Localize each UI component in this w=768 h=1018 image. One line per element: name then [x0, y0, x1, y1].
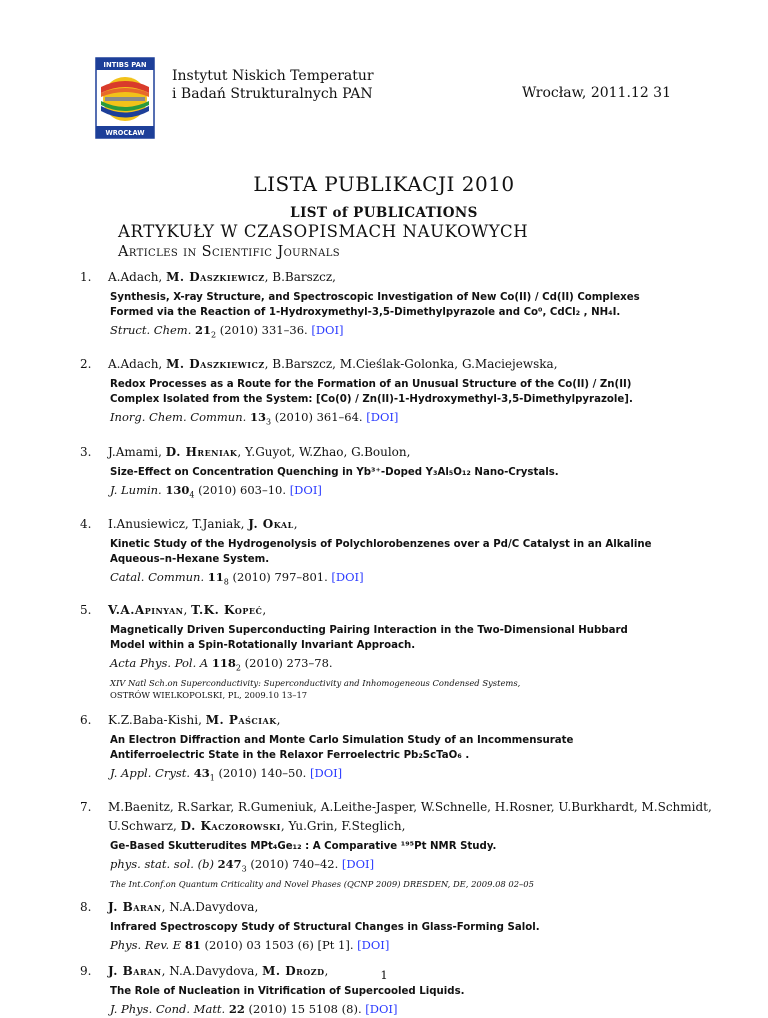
author-text: , — [183, 603, 192, 618]
publication-item — [80, 898, 690, 954]
journal-volume: 11 — [207, 569, 224, 584]
publication-title — [110, 839, 690, 854]
section-heading-english: Articles in Scientific Journals — [118, 244, 340, 260]
page-number: 1 — [380, 968, 388, 982]
journal-citation — [110, 568, 690, 591]
journal-citation — [110, 321, 690, 344]
title-line-1: Size-Effect on Concentration Quenching in Yb³⁺-Doped Y₃Al₅O₁₂ Nano-Crystals. — [110, 466, 559, 478]
title-line-2: Formed via the Reaction of 1-Hydroxymethyl-3,5-Dimethylpyrazole and Co⁰, CdCl₂ , NH₄I. — [110, 307, 621, 318]
title-line-2: Aqueous–n-Hexane System. — [110, 553, 270, 565]
doi-link[interactable]: [DOI] — [310, 766, 343, 781]
author-text: , B.Barszcz, M.Cieślak-Golonka, G.Maciejewska, — [264, 357, 558, 372]
author-line — [108, 711, 690, 730]
logo-top-text: INTIBS PAN — [103, 61, 147, 69]
page-title: LISTA PUBLIKACJI 2010 — [253, 172, 515, 196]
journal-volume: 247 — [217, 856, 242, 871]
publication-item — [80, 268, 690, 344]
title-line-2: Complex Isolated from the System: [Co(0) / Zn(II)-1-Hydroxymethyl-3,5-Dimethylpyrazole]. — [110, 394, 633, 406]
author-text: , N.A.Davydova, — [161, 964, 263, 979]
institute-name — [172, 67, 374, 103]
title-line-1: Synthesis, X-ray Structure, and Spectroscopic Investigation of New Co(II) / Cd(II) Complexes — [110, 292, 640, 303]
citation-details: (2010) 797–801. — [232, 569, 328, 584]
author-text: M.Baenitz, R.Sarkar, R.Gumeniuk, A.Leithe-Jasper, W.Schnelle, H.Rosner, U.Burkhardt, M.Schmidt, — [108, 799, 712, 814]
conference-note — [110, 677, 690, 701]
institute-line-2: i Badań Strukturalnych PAN — [172, 86, 373, 102]
institute-author: M. Paściak — [205, 713, 277, 728]
publication-number: 3. — [80, 444, 92, 459]
page-subtitle: LIST of PUBLICATIONS — [290, 205, 478, 221]
author-line — [108, 268, 690, 287]
doi-link[interactable]: [DOI] — [357, 938, 390, 953]
journal-name: Phys. Rev. E — [110, 938, 182, 953]
publication-number: 8. — [80, 900, 92, 915]
author-text: , Y.Guyot, W.Zhao, G.Boulon, — [237, 444, 411, 459]
journal-issue: 2 — [235, 663, 241, 673]
author-text: K.Z.Baba-Kishi, — [108, 713, 206, 728]
citation-details: (2010) 361–64. — [274, 410, 363, 425]
doi-link[interactable]: [DOI] — [331, 569, 364, 584]
author-text: , Yu.Grin, F.Steglich, — [280, 818, 406, 833]
conference-note-line-1: The Int.Conf.on Quantum Criticality and Novel Phases (QCNP 2009) DRESDEN, DE, 2009.08 02–05 — [110, 879, 534, 890]
journal-issue: 1 — [209, 773, 215, 783]
author-line — [108, 443, 690, 462]
journal-issue: 3 — [241, 864, 247, 874]
institute-author: J. Baran — [108, 900, 162, 915]
title-line-1: The Role of Nucleation in Vitrification of Supercooled Liquids. — [110, 986, 465, 998]
publication-number: 5. — [80, 603, 92, 618]
author-line — [108, 515, 690, 534]
author-text: A.Adach, — [108, 270, 167, 284]
journal-issue: 8 — [223, 577, 229, 587]
conference-note — [110, 878, 690, 890]
doi-link[interactable]: [DOI] — [311, 323, 344, 337]
journal-citation — [110, 764, 690, 787]
title-line-1: Kinetic Study of the Hydrogenolysis of Polychlorobenzenes over a Pd/C Catalyst in an Alkaline — [110, 538, 652, 550]
title-line-1: Magnetically Driven Superconducting Pairing Interaction in the Two-Dimensional Hubbard — [110, 625, 628, 637]
institute-author: J. Baran — [108, 964, 162, 979]
author-text: , — [293, 516, 298, 531]
author-text: U.Schwarz, — [108, 818, 181, 833]
publication-title — [110, 537, 690, 567]
institute-author: M. Drozd — [262, 964, 325, 979]
publication-title — [110, 920, 690, 935]
institute-author: V.A.Apinyan — [108, 603, 184, 618]
journal-name: Struct. Chem. — [110, 323, 192, 337]
journal-citation — [110, 1000, 690, 1018]
institute-author: D. Kaczorowski — [180, 818, 281, 833]
publication-number: 9. — [80, 964, 92, 979]
citation-details: (2010) 15 5108 (8). — [248, 1002, 362, 1017]
author-text: A.Adach, — [108, 357, 167, 372]
institute-author: T.K. Kopeć — [191, 603, 263, 618]
logo-bottom-text: WROCŁAW — [105, 129, 145, 137]
journal-volume: 43 — [193, 766, 210, 781]
publication-number: 7. — [80, 799, 92, 814]
title-line-2: Model within a Spin-Rotationally Invariant Approach. — [110, 640, 416, 652]
publication-item — [80, 515, 690, 591]
publication-title — [110, 623, 690, 653]
author-line — [108, 798, 712, 817]
publication-number: 6. — [80, 713, 92, 728]
author-line — [108, 817, 690, 836]
journal-issue: 4 — [189, 489, 195, 499]
title-line-2: Antiferroelectric State in the Relaxor Ferroelectric Pb₂ScTaO₆ . — [110, 750, 470, 762]
citation-details: (2010) 603–10. — [198, 482, 287, 497]
author-text: , — [262, 603, 267, 618]
publication-item — [80, 711, 690, 787]
journal-name: J. Phys. Cond. Matt. — [110, 1002, 226, 1017]
conference-note-line-2: OSTRÓW WIELKOPOLSKI, PL, 2009.10 13–17 — [110, 690, 308, 701]
institute-line-1: Instytut Niskich Temperatur — [172, 68, 374, 84]
publication-item — [80, 355, 690, 431]
author-line — [108, 355, 690, 374]
journal-citation — [110, 855, 690, 878]
author-text: , N.A.Davydova, — [161, 900, 259, 915]
journal-name: phys. stat. sol. (b) — [110, 856, 214, 871]
citation-details: (2010) 273–78. — [244, 656, 333, 671]
publication-number: 1. — [80, 270, 92, 284]
doi-link[interactable]: [DOI] — [341, 856, 375, 871]
citation-details: (2010) 140–50. — [218, 766, 307, 781]
author-text: J.Amami, — [108, 444, 166, 459]
institute-author: J. Okal — [248, 516, 294, 531]
publication-title — [110, 377, 690, 407]
journal-volume: 118 — [211, 656, 236, 671]
journal-volume: 21 — [195, 323, 212, 337]
publication-number: 2. — [80, 357, 92, 372]
author-text: , — [324, 964, 329, 979]
intibs-logo — [95, 57, 155, 139]
publication-item — [80, 443, 690, 504]
journal-volume: 81 — [184, 938, 201, 953]
author-line — [108, 601, 690, 620]
journal-name: Catal. Commun. — [110, 569, 205, 584]
publication-list — [80, 268, 712, 1018]
journal-issue: 3 — [265, 417, 272, 427]
conference-note-line-1: XIV Natl Sch.on Superconductivity: Superconductivity and Inhomogeneous Condensed Systems, — [110, 678, 521, 689]
citation-details: (2010) 331–36. — [219, 323, 308, 337]
journal-name: J. Appl. Cryst. — [110, 766, 191, 781]
publication-title — [110, 733, 690, 763]
doi-link[interactable]: [DOI] — [366, 410, 399, 425]
author-text: , — [276, 713, 281, 728]
title-line-1: Redox Processes as a Route for the Formation of an Unusual Structure of the Co(II) / Zn(II) — [110, 379, 632, 391]
publication-item — [80, 601, 690, 701]
institute-author: M. Daszkiewicz — [166, 357, 265, 372]
title-line-1: Infrared Spectroscopy Study of Structural Changes in Glass-Forming Salol. — [110, 922, 540, 934]
journal-name: Inorg. Chem. Commun. — [110, 410, 247, 425]
doi-link[interactable]: [DOI] — [365, 1002, 398, 1017]
logo-graphic — [95, 57, 155, 139]
journal-name: J. Lumin. — [110, 482, 162, 497]
journal-name: Acta Phys. Pol. A — [110, 656, 209, 671]
journal-volume: 13 — [249, 410, 266, 425]
author-text: , B.Barszcz, — [264, 270, 336, 284]
publication-title — [110, 984, 690, 999]
publication-item — [80, 798, 712, 890]
citation-details: (2010) 03 1503 (6) [Pt 1]. — [204, 938, 354, 953]
journal-citation — [110, 408, 690, 431]
citation-details: (2010) 740–42. — [250, 856, 339, 871]
institute-author: D. Hreniak — [165, 444, 238, 459]
institute-author: M. Daszkiewicz — [166, 270, 265, 284]
publication-title — [110, 290, 690, 320]
title-line-1: Ge-Based Skutterudites MPt₄Ge₁₂ : A Comparative ¹⁹⁵Pt NMR Study. — [110, 840, 497, 852]
doi-link[interactable]: [DOI] — [289, 482, 322, 497]
author-text: I.Anusiewicz, T.Janiak, — [108, 516, 249, 531]
journal-citation — [110, 481, 690, 504]
document-date: Wrocław, 2011.12 31 — [522, 85, 671, 101]
journal-citation — [110, 936, 690, 954]
publication-number: 4. — [80, 516, 92, 531]
journal-issue: 2 — [211, 330, 217, 340]
section-heading-polish: ARTYKUŁY W CZASOPISMACH NAUKOWYCH — [118, 222, 529, 241]
author-line — [108, 898, 690, 917]
journal-citation — [110, 654, 690, 677]
publication-title — [110, 465, 690, 480]
journal-volume: 22 — [228, 1002, 245, 1017]
title-line-1: An Electron Diffraction and Monte Carlo Simulation Study of an Incommensurate — [110, 735, 574, 747]
journal-volume: 130 — [165, 482, 190, 497]
